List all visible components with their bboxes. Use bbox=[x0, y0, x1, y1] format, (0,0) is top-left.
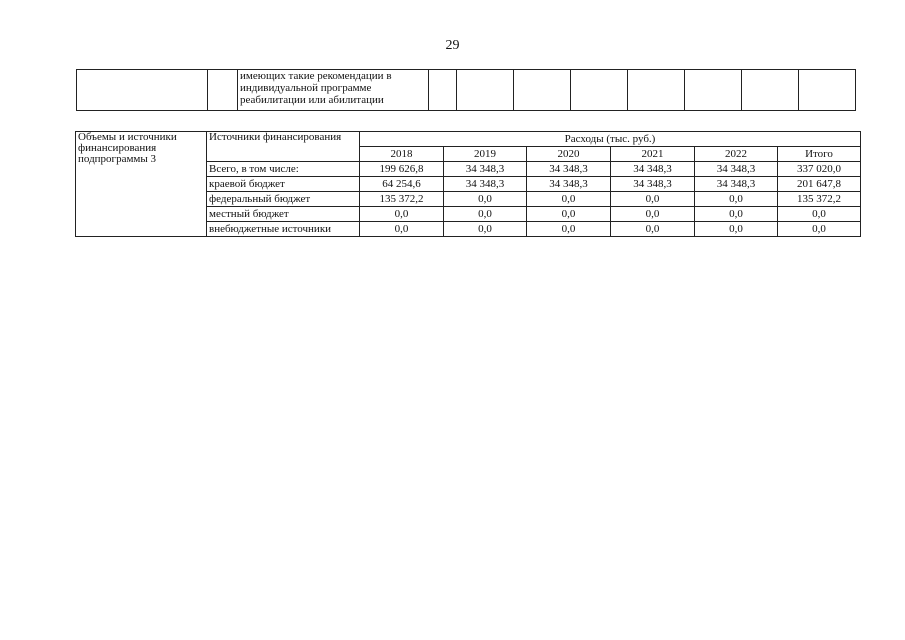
value-cell: 34 348,3 bbox=[611, 162, 695, 177]
value-cell: 0,0 bbox=[695, 192, 778, 207]
continuation-text: имеющих такие рекомендации в индивидуальной программе реабилитации или абилитации bbox=[238, 70, 429, 111]
value-cell: 0,0 bbox=[444, 192, 527, 207]
total-cell: 337 020,0 bbox=[778, 162, 861, 177]
value-cell: 34 348,3 bbox=[527, 162, 611, 177]
empty-cell bbox=[742, 70, 799, 111]
value-cell: 0,0 bbox=[695, 222, 778, 237]
sources-header: Источники финансирования bbox=[207, 132, 360, 162]
value-cell: 34 348,3 bbox=[611, 177, 695, 192]
total-cell: 135 372,2 bbox=[778, 192, 861, 207]
value-cell: 0,0 bbox=[527, 222, 611, 237]
financing-table bbox=[75, 131, 861, 237]
year-header: 2020 bbox=[527, 147, 611, 162]
empty-cell bbox=[429, 70, 457, 111]
value-cell: 0,0 bbox=[611, 222, 695, 237]
source-label: местный бюджет bbox=[207, 207, 360, 222]
value-cell: 0,0 bbox=[360, 222, 444, 237]
source-label: Всего, в том числе: bbox=[207, 162, 360, 177]
value-cell: 0,0 bbox=[695, 207, 778, 222]
continuation-row bbox=[77, 70, 856, 111]
value-cell: 0,0 bbox=[444, 207, 527, 222]
year-header: 2018 bbox=[360, 147, 444, 162]
value-cell: 0,0 bbox=[444, 222, 527, 237]
value-cell: 34 348,3 bbox=[444, 177, 527, 192]
total-cell: 201 647,8 bbox=[778, 177, 861, 192]
empty-cell bbox=[685, 70, 742, 111]
empty-cell bbox=[571, 70, 628, 111]
value-cell: 0,0 bbox=[611, 192, 695, 207]
total-cell: 0,0 bbox=[778, 222, 861, 237]
year-header: 2019 bbox=[444, 147, 527, 162]
page-number: 29 bbox=[445, 38, 460, 53]
empty-cell bbox=[77, 70, 208, 111]
continuation-table bbox=[76, 69, 856, 111]
year-header: 2021 bbox=[611, 147, 695, 162]
value-cell: 0,0 bbox=[527, 207, 611, 222]
value-cell: 34 348,3 bbox=[695, 177, 778, 192]
year-header: 2022 bbox=[695, 147, 778, 162]
source-label: внебюджетные источники bbox=[207, 222, 360, 237]
value-cell: 64 254,6 bbox=[360, 177, 444, 192]
source-label: федеральный бюджет bbox=[207, 192, 360, 207]
source-label: краевой бюджет bbox=[207, 177, 360, 192]
value-cell: 135 372,2 bbox=[360, 192, 444, 207]
value-cell: 0,0 bbox=[527, 192, 611, 207]
value-cell: 34 348,3 bbox=[527, 177, 611, 192]
value-cell: 34 348,3 bbox=[444, 162, 527, 177]
expenses-header: Расходы (тыс. руб.) bbox=[360, 132, 861, 147]
empty-cell bbox=[208, 70, 238, 111]
value-cell: 0,0 bbox=[611, 207, 695, 222]
empty-cell bbox=[799, 70, 856, 111]
empty-cell bbox=[514, 70, 571, 111]
financing-header-row bbox=[76, 132, 861, 147]
value-cell: 199 626,8 bbox=[360, 162, 444, 177]
value-cell: 0,0 bbox=[360, 207, 444, 222]
financing-label: Объемы и источники финансирования подпрограммы 3 bbox=[76, 132, 207, 237]
total-header: Итого bbox=[778, 147, 861, 162]
empty-cell bbox=[628, 70, 685, 111]
empty-cell bbox=[457, 70, 514, 111]
total-cell: 0,0 bbox=[778, 207, 861, 222]
value-cell: 34 348,3 bbox=[695, 162, 778, 177]
